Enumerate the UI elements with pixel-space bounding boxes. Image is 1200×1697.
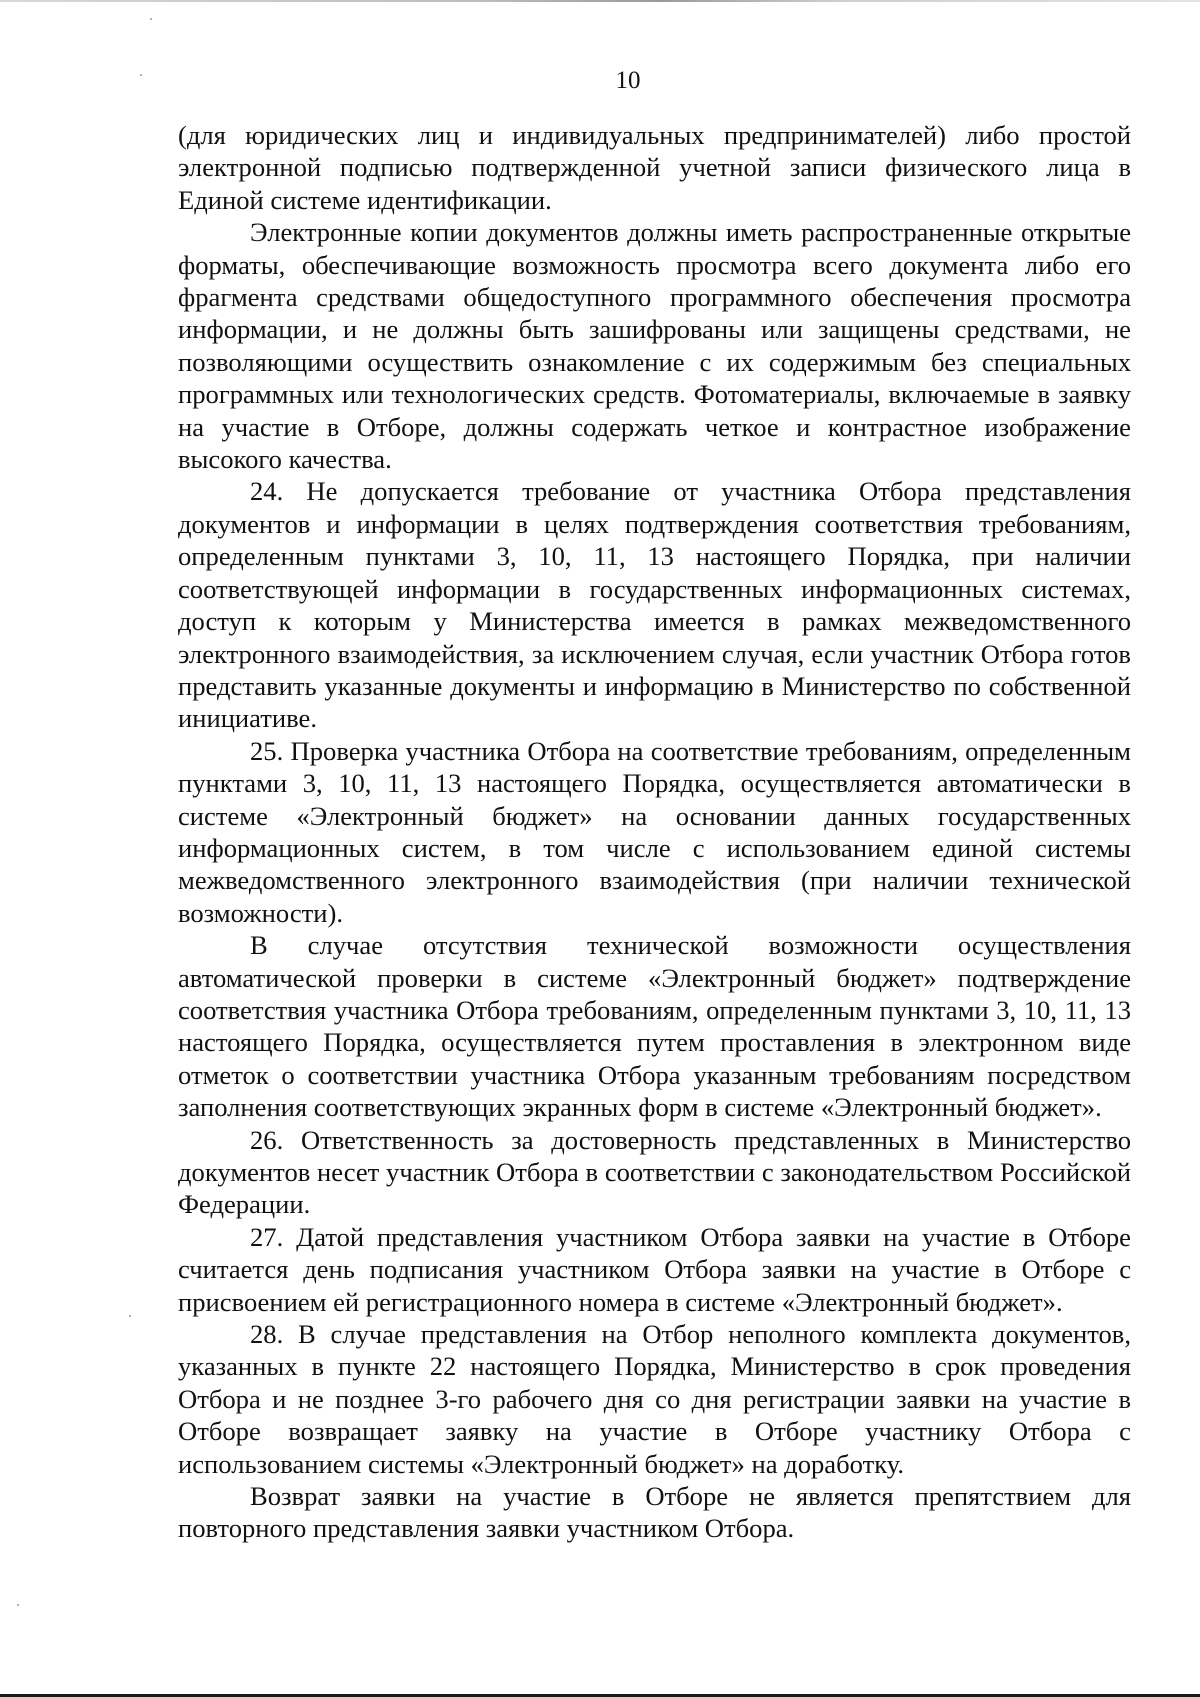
paragraph-item-25: 25. Проверка участника Отбора на соответствие требованиям, определенным пунктами 3, 10, 11, 13 настоящего Порядка, осуществляется автоматически в системе «Электронный бюджет» на основании данных государственных информационных систем, в том числе с использованием единой системы межведомственного электронного взаимодействия (при наличии технической возможности). <box>178 735 1131 928</box>
paragraph-item-28: 28. В случае представления на Отбор неполного комплекта документов, указанных в пункте 22 настоящего Порядка, Министерство в срок проведения Отбора и не позднее 3-го рабочего дня со дня регистрации заявки на участие в Отборе возвращает заявку на участие в Отборе участнику Отбора с использованием системы «Электронный бюджет» на доработку. <box>178 1319 1131 1479</box>
scan-speck <box>150 18 152 20</box>
scan-speck <box>129 1315 131 1317</box>
paragraph-continuation: (для юридических лиц и индивидуальных предпринимателей) либо простой электронной подписью подтвержденной учетной записи физического лица в Единой системе идентификации. <box>178 120 1131 215</box>
scan-speck <box>17 1604 19 1606</box>
paragraph-return-not-obstacle: Возврат заявки на участие в Отборе не является препятствием для повторного представления заявки участником Отбора. <box>178 1481 1131 1544</box>
paragraph-no-technical-possibility: В случае отсутствия технической возможности осуществления автоматической проверки в системе «Электронный бюджет» подтверждение соответствия участника Отбора требованиям, определенным пунктами 3, 10, 11, 13 настоящего Порядка, осуществляется путем проставления в электронном виде отметок о соответствии участника Отбора указанным требованиям посредством заполнения соответствующих экранных форм в системе «Электронный бюджет». <box>178 930 1131 1123</box>
paragraph-item-24: 24. Не допускается требование от участника Отбора представления документов и информации в целях подтверждения соответствия требованиям, определенным пунктами 3, 10, 11, 13 настоящего Порядка, при наличии соответствующей информации в государственных информационных системах, доступ к которым у Министерства имеется в рамках межведомственного электронного взаимодействия, за исключением случая, если участник Отбора готов представить указанные документы и информацию в Министерство по собственной инициативе. <box>178 476 1131 734</box>
paragraph-item-26: 26. Ответственность за достоверность представленных в Министерство документов несет участник Отбора в соответствии с законодательством Российской Федерации. <box>178 1124 1131 1220</box>
paragraph-item-27: 27. Датой представления участником Отбора заявки на участие в Отборе считается день подписания участником Отбора заявки на участие в Отборе с присвоением ей регистрационного номера в системе «Электронный бюджет». <box>178 1221 1131 1317</box>
page-number: 10 <box>615 67 641 94</box>
document-body <box>178 119 1131 1545</box>
paragraph-electronic-copies: Электронные копии документов должны иметь распространенные открытые форматы, обеспечивающие возможность просмотра всего документа либо его фрагмента средствами общедоступного программного обеспечения просмотра информации, и не должны быть зашифрованы или защищены средствами, не позволяющими осуществить ознакомление с их содержимым без специальных программных или технологических средств. Фотоматериалы, включаемые в заявку на участие в Отборе, должны содержать четкое и контрастное изображение высокого качества. <box>178 217 1131 475</box>
scan-top-edge <box>0 0 1200 2</box>
